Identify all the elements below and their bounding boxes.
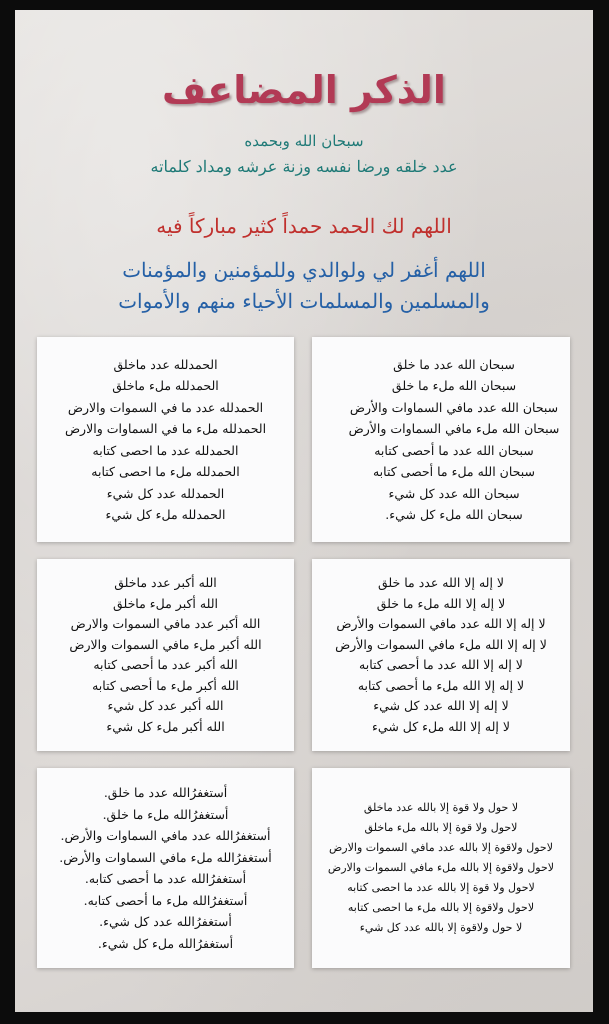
subtitle-line-2: عدد خلقه ورضا نفسه وزنة عرشه ومداد كلماته [150, 157, 458, 176]
card-istighfar [37, 768, 294, 968]
card-line: الله أكبر ملء كل شيء [106, 718, 225, 734]
card-line: سبحان الله ملء ما أحصى كتابه [372, 464, 535, 479]
card-line: لاحول ولا قوة إلا بالله عدد ما احصى كتابه [347, 881, 535, 894]
card-line: الحمدلله عدد كل شيء [106, 485, 225, 501]
card-line: سبحان الله ملء مافي السماوات والأرض [348, 421, 560, 436]
dua-line-1: اللهم أغفر لي ولوالدي وللمؤمنين والمؤمنات [122, 258, 486, 282]
card-line: أستغفرُالله عدد ما خلق. [103, 785, 228, 800]
card-line: لا إله إلا الله عدد مافي السموات والأرض [336, 616, 546, 631]
card-line: أستغفرُالله ملء ما خلق. [102, 806, 229, 822]
poster-background [15, 10, 593, 1012]
card-tahmid [37, 337, 294, 542]
card-line: لا إله إلا الله ملء كل شيء [372, 718, 510, 734]
card-line: الحمدلله ملء ما احصى كتابه [91, 464, 240, 479]
card-line: لا حول ولاقوة إلا بالله عدد كل شيء [359, 921, 523, 934]
card-line: الحمدلله عدد ماخلق [113, 356, 218, 372]
card-line: لا إله إلا الله ملء ما خلق [376, 595, 506, 611]
card-line: سبحان الله ملء كل شيء. [385, 507, 523, 522]
card-tasbih [312, 337, 570, 542]
card-line: الله أكبر ملء ما أحصى كتابه [92, 677, 239, 693]
card-hawqala [312, 768, 570, 968]
card-line: لا إله إلا الله عدد كل شيء [373, 698, 509, 713]
card-line: لاحول ولاقوة إلا بالله عدد مافي السموات والارض [329, 841, 553, 854]
card-line: أستغفرُالله ملء ما أحصى كتابه. [83, 892, 248, 908]
card-line: أستغفرُالله عدد مافي السماوات والأرض. [60, 828, 271, 843]
card-line: الحمدلله عدد ما احصى كتابه [92, 442, 239, 458]
card-line: أستغفرُالله عدد ما أحصى كتابه. [84, 871, 247, 886]
card-takbir [37, 559, 294, 751]
card-line: الله أكبر عدد ما أحصى كتابه [93, 657, 238, 672]
card-line: لا حول ولا قوة إلا بالله عدد ماخلق [363, 801, 519, 814]
praise-line: اللهم لك الحمد حمداً كثير مباركاً فيه [156, 214, 452, 238]
card-line: الله أكبر عدد ماخلق [114, 575, 217, 590]
card-line: لا إله إلا الله ملء مافي السموات والأرض [335, 636, 547, 652]
card-line: لاحول ولاقوة إلا بالله ملء ما احصى كتابه [347, 901, 535, 914]
dua-line-2: والمسلمين والمسلمات الأحياء منهم والأموات [118, 289, 490, 313]
card-line: لا إله إلا الله عدد ما خلق [377, 575, 505, 590]
card-line: أستغفرُالله عدد كل شيء. [99, 914, 232, 929]
card-line: الله أكبر ملء ماخلق [113, 595, 218, 611]
card-line: سبحان الله عدد مافي السماوات والأرض [349, 399, 559, 415]
card-line: الله أكبر عدد كل شيء [107, 698, 224, 713]
card-line: الحمدلله عدد ما في السموات والارض [67, 399, 264, 415]
card-line: أستغفرُالله ملء مافي السماوات والأرض. [59, 849, 272, 865]
subtitle-line-1: سبحان الله وبحمده [244, 132, 364, 150]
page-title: الذكر المضاعف [162, 68, 446, 112]
card-tahlil [312, 559, 570, 751]
card-line: لا إله إلا الله عدد ما أحصى كتابه [359, 657, 523, 672]
card-line: سبحان الله عدد كل شيء [388, 485, 520, 501]
card-line: الله أكبر ملء مافي السموات والارض [69, 636, 262, 652]
card-line: سبحان الله عدد ما خلق [393, 356, 515, 372]
card-line: الله أكبر عدد مافي السموات والارض [70, 616, 261, 631]
card-line: أستغفرُالله ملء كل شيء. [97, 935, 234, 951]
card-line: الحمدلله ملء ما في السماوات والارض [64, 421, 267, 436]
card-line: لا إله إلا الله ملء ما أحصى كتابه [357, 677, 525, 693]
card-line: الحمدلله ملء كل شيء [105, 507, 226, 522]
card-line: لاحول ولاقوة إلا بالله ملء مافي السموات والارض [327, 861, 555, 874]
card-line: لاحول ولا قوة إلا بالله ملء ماخلق [364, 821, 518, 834]
card-line: سبحان الله عدد ما أحصى كتابه [374, 442, 534, 458]
card-line: الحمدلله ملء ماخلق [112, 378, 219, 393]
card-line: سبحان الله ملء ما خلق [391, 378, 517, 393]
